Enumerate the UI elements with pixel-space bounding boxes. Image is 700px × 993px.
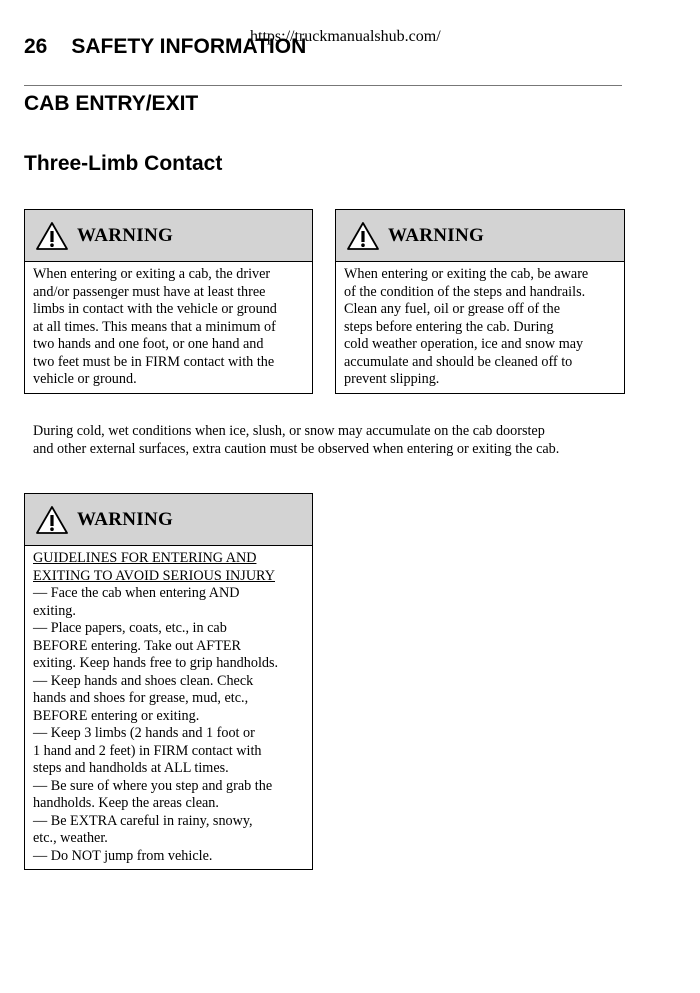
text-line: — Keep hands and shoes clean. Check (33, 672, 254, 689)
guidelines-heading: EXITING TO AVOID SERIOUS INJURY (33, 567, 275, 584)
warning-box-steps-handrails (335, 209, 625, 394)
text-line: at all times. This means that a minimum of (33, 318, 276, 335)
source-url[interactable]: https://truckmanualshub.com/ (250, 28, 441, 45)
warning-header (25, 494, 312, 546)
text-line: When entering or exiting a cab, the driver (33, 266, 271, 282)
warning-label: WARNING (77, 224, 174, 246)
warning-label: WARNING (77, 508, 174, 530)
warning-header (25, 210, 312, 262)
warning-triangle-icon (35, 505, 69, 535)
text-line: cold weather operation, ice and snow may (344, 336, 584, 352)
text-line: — Keep 3 limbs (2 hands and 1 foot or (33, 725, 255, 741)
text-line: — Face the cab when entering AND (33, 585, 240, 601)
header-divider (24, 85, 622, 86)
page-number: 26 (24, 35, 48, 58)
text-line: — Do NOT jump from vehicle. (33, 847, 213, 864)
cold-weather-paragraph (33, 423, 559, 458)
text-line: etc., weather. (33, 830, 108, 846)
text-line: accumulate and should be cleaned off to (344, 353, 573, 370)
text-line: vehicle or ground. (33, 371, 137, 387)
warning-box-three-limb (24, 209, 313, 394)
warning-box-guidelines (24, 493, 313, 870)
text-line: Clean any fuel, oil or grease off of the (344, 301, 561, 317)
chapter-title: SAFETY INFORMATION (71, 35, 307, 58)
text-line: prevent slipping. (344, 371, 440, 387)
section-title: CAB ENTRY/EXIT (24, 92, 199, 115)
warning-text (25, 262, 312, 393)
text-line: limbs in contact with the vehicle or ground (33, 301, 277, 317)
text-line: handholds. Keep the areas clean. (33, 795, 219, 811)
text-line: and/or passenger must have at least three (33, 283, 266, 300)
text-line: exiting. (33, 602, 76, 619)
text-line: of the condition of the steps and handrails. (344, 283, 586, 300)
subsection-title: Three-Limb Contact (24, 152, 223, 175)
text-line: — Be EXTRA careful in rainy, snowy, (33, 812, 253, 829)
warning-header (336, 210, 624, 262)
text-line: When entering or exiting the cab, be aware (344, 266, 589, 282)
text-line: — Be sure of where you step and grab the (33, 777, 273, 794)
warning-triangle-icon (35, 221, 69, 251)
warning-label: WARNING (388, 224, 485, 246)
text-line: During cold, wet conditions when ice, slush, or snow may accumulate on the cab doorstep (33, 423, 545, 439)
text-line: BEFORE entering or exiting. (33, 707, 200, 724)
text-line: two hands and one foot, or one hand and (33, 336, 264, 352)
text-line: — Place papers, coats, etc., in cab (33, 620, 227, 636)
warning-triangle-icon (346, 221, 380, 251)
text-line: steps before entering the cab. During (344, 318, 554, 335)
text-line: two feet must be in FIRM contact with the (33, 353, 275, 370)
text-line: 1 hand and 2 feet) in FIRM contact with (33, 742, 262, 759)
text-line: and other external surfaces, extra caution must be observed when entering or exiting the cab. (33, 440, 560, 457)
guidelines-heading: GUIDELINES FOR ENTERING AND (33, 550, 257, 566)
text-line: BEFORE entering. Take out AFTER (33, 637, 241, 654)
warning-text (336, 262, 624, 393)
text-line: exiting. Keep hands free to grip handholds. (33, 655, 279, 671)
text-line: hands and shoes for grease, mud, etc., (33, 690, 249, 706)
text-line: steps and handholds at ALL times. (33, 760, 229, 776)
warning-text (25, 546, 312, 869)
